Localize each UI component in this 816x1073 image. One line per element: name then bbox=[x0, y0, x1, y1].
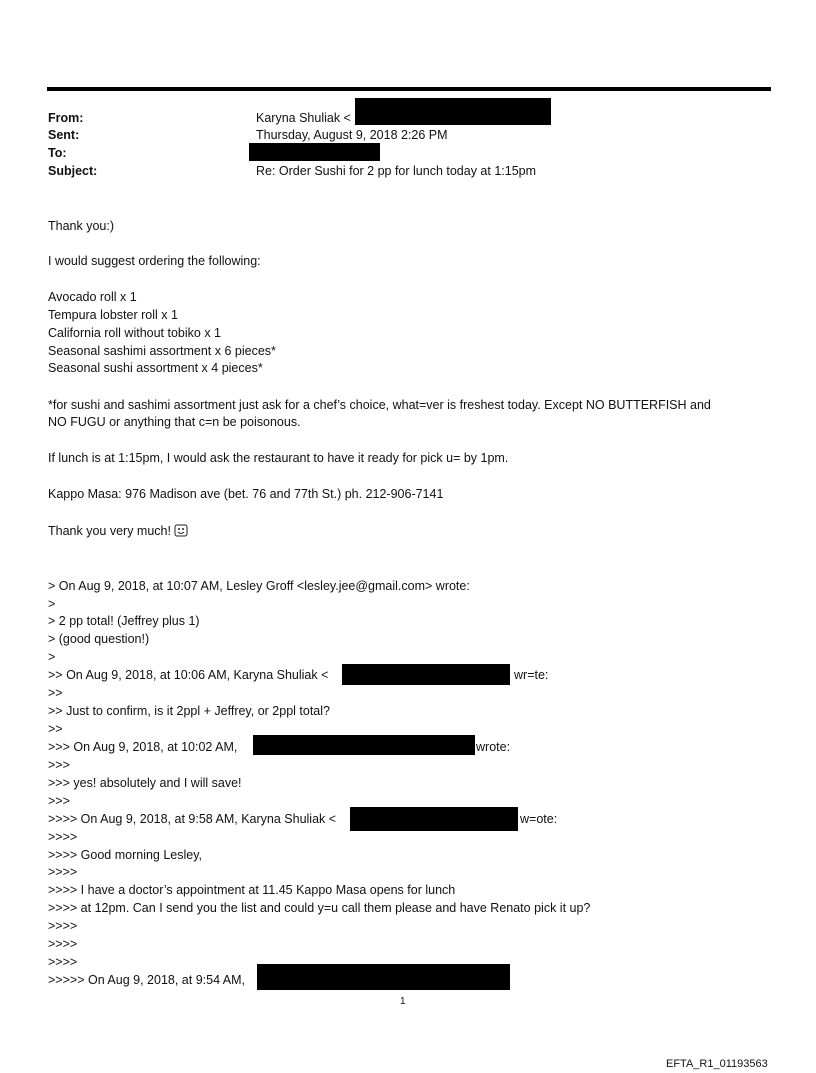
redaction-email bbox=[350, 807, 518, 831]
kappo-line: Kappo Masa: 976 Madison ave (bet. 76 and 77th St.) ph. 212-906-7141 bbox=[48, 487, 444, 501]
redaction-sender bbox=[257, 964, 510, 990]
order-item: Seasonal sushi assortment x 4 pieces* bbox=[48, 361, 263, 375]
quote-line: > 2 pp total! (Jeffrey plus 1) bbox=[48, 614, 200, 628]
quote-line: >>>> bbox=[48, 955, 78, 969]
order-item: Tempura lobster roll x 1 bbox=[48, 308, 178, 322]
quote-line: > On Aug 9, 2018, at 10:07 AM, Lesley Groff <lesley.jee@gmail.com> wrote: bbox=[48, 579, 470, 593]
quote-line: >>>> I have a doctor’s appointment at 11.45 Kappo Masa opens for lunch bbox=[48, 883, 456, 897]
quote-line: >>> bbox=[48, 758, 70, 772]
quote-line: > bbox=[48, 597, 56, 611]
quote-line-end: wr=te: bbox=[514, 668, 549, 682]
thanks-line bbox=[48, 522, 188, 540]
quote-line: >>>> bbox=[48, 865, 78, 879]
header-rule bbox=[47, 87, 771, 91]
thanks-text: Thank you very much! bbox=[48, 524, 171, 538]
note-line-2: NO FUGU or anything that c=n be poisonous. bbox=[48, 415, 301, 429]
emoji-icon bbox=[174, 524, 188, 537]
quote-line: >>>> bbox=[48, 937, 78, 951]
quote-text: >> On Aug 9, 2018, at 10:06 AM, Karyna Shuliak < bbox=[48, 668, 329, 682]
order-item: Avocado roll x 1 bbox=[48, 290, 137, 304]
page-number: 1 bbox=[400, 996, 406, 1007]
subject-value: Re: Order Sushi for 2 pp for lunch today at 1:15pm bbox=[256, 164, 537, 178]
sent-value: Thursday, August 9, 2018 2:26 PM bbox=[256, 128, 448, 142]
quote-line-end: wrote: bbox=[476, 740, 511, 754]
quote-line: >>>> bbox=[48, 830, 78, 844]
subject-label: Subject: bbox=[48, 164, 98, 178]
quote-line: >>> On Aug 9, 2018, at 10:02 AM, bbox=[48, 740, 238, 754]
quote-line: >> bbox=[48, 722, 63, 736]
quote-line: > bbox=[48, 650, 56, 664]
quote-line: > (good question!) bbox=[48, 632, 150, 646]
redaction-from-email bbox=[355, 98, 551, 125]
order-item: California roll without tobiko x 1 bbox=[48, 326, 221, 340]
to-label: To: bbox=[48, 146, 67, 160]
document-reference: EFTA_R1_01193563 bbox=[666, 1058, 768, 1070]
quote-line: >>>> at 12pm. Can I send you the list and could y=u call them please and have Renato pick it up? bbox=[48, 901, 591, 915]
quote-line: >>>> On Aug 9, 2018, at 9:58 AM, Karyna Shuliak < bbox=[48, 812, 337, 826]
quote-line: >>> bbox=[48, 794, 70, 808]
quote-line-end: w=ote: bbox=[520, 812, 558, 826]
order-item: Seasonal sashimi assortment x 6 pieces* bbox=[48, 344, 276, 358]
from-value: Karyna Shuliak < bbox=[256, 111, 351, 125]
lunch-line: If lunch is at 1:15pm, I would ask the restaurant to have it ready for pick u= by 1pm. bbox=[48, 451, 509, 465]
body-thanks: Thank you:) bbox=[48, 219, 115, 233]
quote-line: >> bbox=[48, 686, 63, 700]
redaction-sender bbox=[253, 735, 475, 755]
redaction-to bbox=[249, 143, 380, 161]
note-line-1: *for sushi and sashimi assortment just ask for a chef’s choice, what=ver is freshest today. Except NO BUTTERFISH and bbox=[48, 398, 711, 412]
body-suggest: I would suggest ordering the following: bbox=[48, 254, 261, 268]
redaction-email bbox=[342, 664, 510, 685]
quote-line: >>>> bbox=[48, 919, 78, 933]
sent-label: Sent: bbox=[48, 128, 80, 142]
quote-line bbox=[48, 666, 328, 684]
quote-line: >> Just to confirm, is it 2ppl + Jeffrey, or 2ppl total? bbox=[48, 704, 330, 718]
from-label: From: bbox=[48, 111, 84, 125]
quote-line: >>>> Good morning Lesley, bbox=[48, 848, 203, 862]
quote-line: >>> yes! absolutely and I will save! bbox=[48, 776, 242, 790]
quote-line: >>>>> On Aug 9, 2018, at 9:54 AM, bbox=[48, 973, 246, 987]
